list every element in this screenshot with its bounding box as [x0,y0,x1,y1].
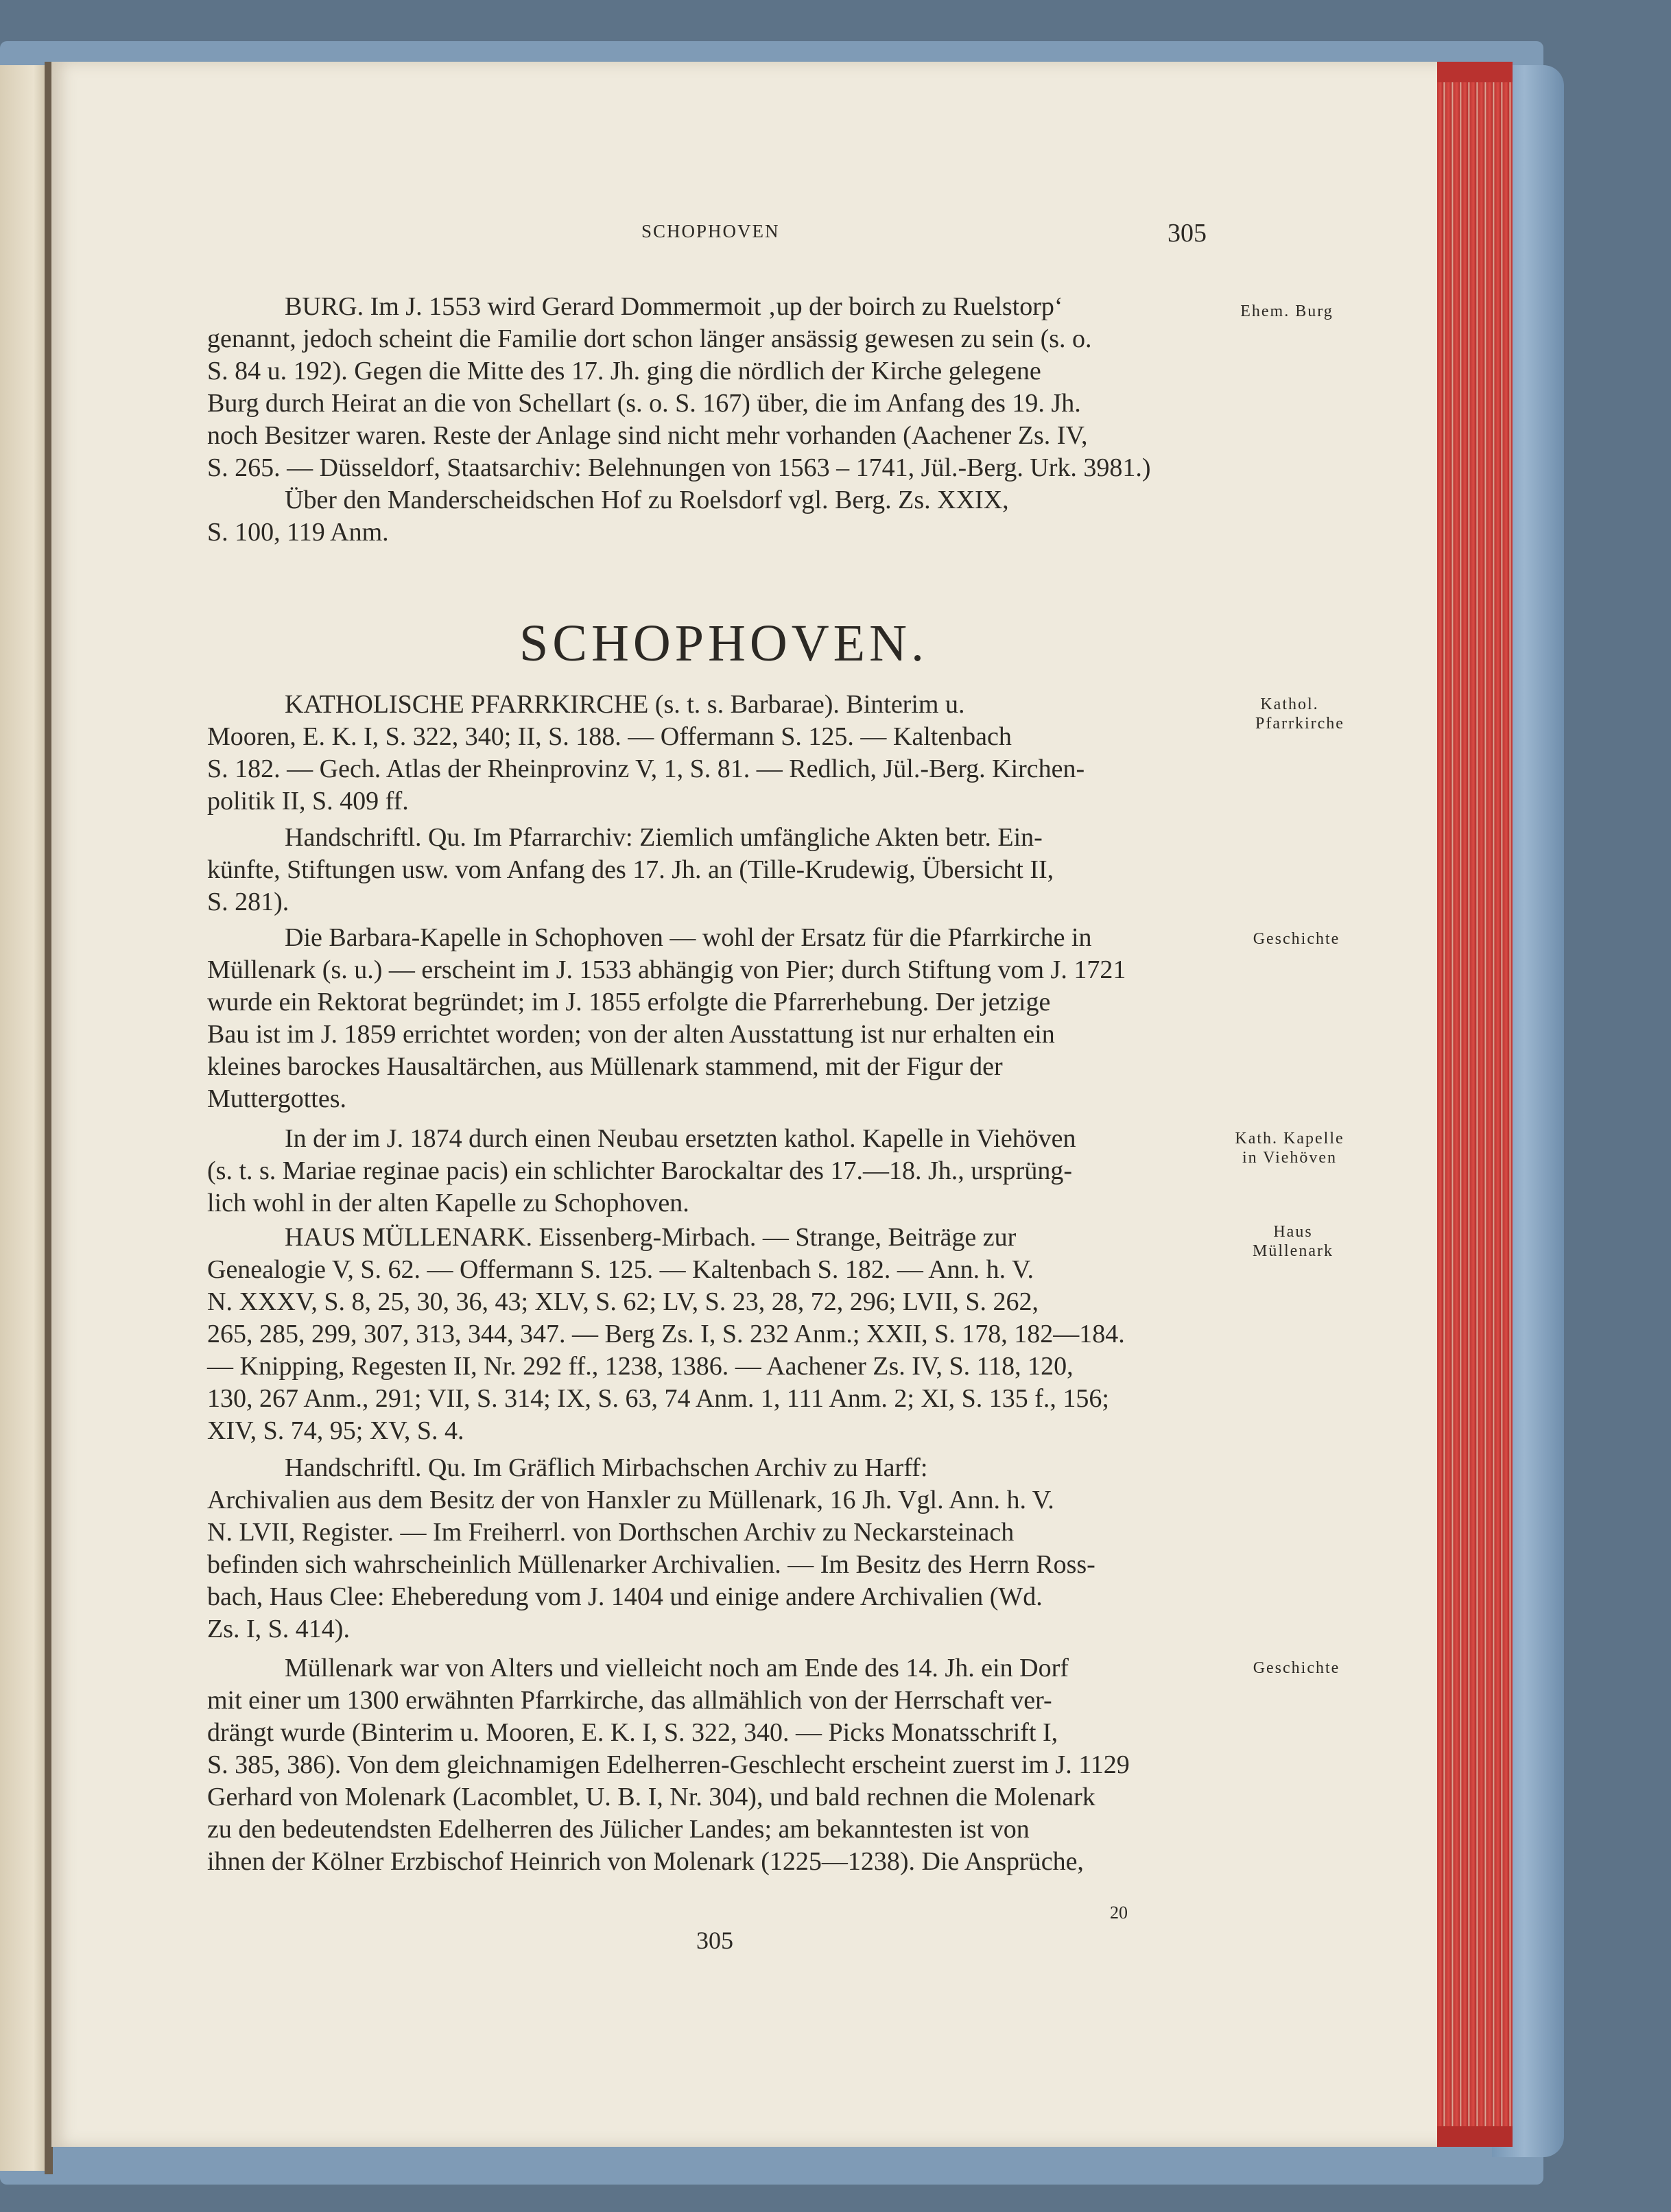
text-line: Burg durch Heirat an die von Schellart (s. o. S. 167) über, die im Anfang des 19. Jh. [207,389,1081,418]
text-line: drängt wurde (Binterim u. Mooren, E. K. I, S. 322, 340. — Picks Monatsschrift I, [207,1718,1058,1747]
text-line: Handschriftl. Qu. Im Gräflich Mirbachschen Archiv zu Harff: [285,1453,928,1482]
text-line: noch Besitzer waren. Reste der Anlage sind nicht mehr vorhanden (Aachener Zs. IV, [207,421,1088,450]
text-line: N. XXXV, S. 8, 25, 30, 36, 43; XLV, S. 62; LV, S. 23, 28, 72, 296; LVII, S. 262, [207,1287,1039,1316]
text-line: Müllenark war von Alters und vielleicht noch am Ende des 14. Jh. ein Dorf [285,1654,1069,1682]
section-title: SCHOPHOVEN. [519,615,928,672]
text-line: KATHOLISCHE PFARRKIRCHE (s. t. s. Barbarae). Binterim u. [285,690,965,719]
margin-note: Pfarrkirche [1255,715,1344,733]
text-line: Muttergottes. [207,1084,347,1113]
signature-mark: 20 [1110,1903,1128,1923]
margin-note: Kath. Kapelle [1235,1130,1344,1147]
page-edges-bottom [1437,2126,1513,2147]
margin-note: Kathol. [1260,695,1319,713]
text-line: S. 84 u. 192). Gegen die Mitte des 17. Jh. ging die nördlich der Kirche gelegene [207,357,1041,385]
text-line: künfte, Stiftungen usw. vom Anfang des 17. Jh. an (Tille-Krudewig, Übersicht II, [207,855,1054,884]
text-line: befinden sich wahrscheinlich Müllenarker Archivalien. — Im Besitz des Herrn Ross- [207,1550,1095,1579]
red-page-edges [1437,82,1513,2133]
text-line: N. LVII, Register. — Im Freiherrl. von Dorthschen Archiv zu Neckarsteinach [207,1518,1015,1547]
margin-note: in Viehöven [1242,1149,1338,1167]
text-line: zu den bedeutendsten Edelherren des Jülicher Landes; am bekanntesten ist von [207,1815,1030,1844]
margin-note: Ehem. Burg [1240,302,1334,320]
text-line: HAUS MÜLLENARK. Eissenberg-Mirbach. — Strange, Beiträge zur [285,1223,1017,1252]
text-line: wurde ein Rektorat begründet; im J. 1855 erfolgte die Pfarrerhebung. Der jetzige [207,988,1051,1016]
margin-note: Müllenark [1253,1242,1334,1260]
text-line: Handschriftl. Qu. Im Pfarrarchiv: Ziemlich umfängliche Akten betr. Ein- [285,823,1043,852]
text-line: mit einer um 1300 erwähnten Pfarrkirche, das allmählich von der Herrschaft ver- [207,1686,1052,1715]
text-line: S. 100, 119 Anm. [207,518,389,547]
margin-note: Haus [1273,1223,1313,1241]
text-line: politik II, S. 409 ff. [207,787,409,816]
footer-page-number: 305 [696,1927,733,1954]
text-line: lich wohl in der alten Kapelle zu Schophoven. [207,1189,689,1217]
text-line: Über den Manderscheidschen Hof zu Roelsdorf vgl. Berg. Zs. XXIX, [285,486,1009,514]
margin-note: Geschichte [1253,930,1340,948]
margin-note: Geschichte [1253,1659,1340,1677]
page-number: 305 [1168,219,1207,248]
text-line: S. 265. — Düsseldorf, Staatsarchiv: Belehnungen von 1563 – 1741, Jül.-Berg. Urk. 3981.) [207,453,1151,482]
text-line: 265, 285, 299, 307, 313, 344, 347. — Berg Zs. I, S. 232 Anm.; XXII, S. 178, 182—184. [207,1320,1125,1348]
running-head: SCHOPHOVEN [641,221,780,241]
text-line: 130, 267 Anm., 291; VII, S. 314; IX, S. 63, 74 Anm. 1, 111 Anm. 2; XI, S. 135 f., 156; [207,1384,1109,1413]
text-line: genannt, jedoch scheint die Familie dort schon länger ansässig gewesen zu sein (s. o. [207,324,1092,353]
text-line: Gerhard von Molenark (Lacomblet, U. B. I, Nr. 304), und bald rechnen die Molenark [207,1783,1095,1811]
text-line: S. 385, 386). Von dem gleichnamigen Edelherren-Geschlecht erscheint zuerst im J. 1129 [207,1750,1130,1779]
text-line: Die Barbara-Kapelle in Schophoven — wohl der Ersatz für die Pfarrkirche in [285,923,1092,952]
text-line: Bau ist im J. 1859 errichtet worden; von der alten Ausstattung ist nur erhalten ein [207,1020,1055,1049]
text-line: Mooren, E. K. I, S. 322, 340; II, S. 188. — Offermann S. 125. — Kaltenbach [207,722,1012,751]
text-line: Genealogie V, S. 62. — Offermann S. 125. — Kaltenbach S. 182. — Ann. h. V. [207,1255,1034,1284]
text-line: kleines barockes Hausaltärchen, aus Müllenark stammend, mit der Figur der [207,1052,1003,1081]
text-line: ihnen der Kölner Erzbischof Heinrich von Molenark (1225—1238). Die Ansprüche, [207,1847,1084,1876]
text-line: bach, Haus Clee: Eheberedung vom J. 1404 und einige andere Archivalien (Wd. [207,1582,1043,1611]
text-line: — Knipping, Regesten II, Nr. 292 ff., 1238, 1386. — Aachener Zs. IV, S. 118, 120, [207,1352,1074,1381]
text-line: Archivalien aus dem Besitz der von Hanxler zu Müllenark, 16 Jh. Vgl. Ann. h. V. [207,1486,1054,1514]
text-line: XIV, S. 74, 95; XV, S. 4. [207,1416,464,1445]
text-line: BURG. Im J. 1553 wird Gerard Dommermoit ‚up der boirch zu Ruelstorp‘ [285,292,1063,321]
text-line: (s. t. s. Mariae reginae pacis) ein schlichter Barockaltar des 17.—18. Jh., ursprüng- [207,1156,1072,1185]
text-line: S. 182. — Gech. Atlas der Rheinprovinz V, 1, S. 81. — Redlich, Jül.-Berg. Kirchen- [207,754,1085,783]
text-line: S. 281). [207,888,289,916]
text-line: Müllenark (s. u.) — erscheint im J. 1533 abhängig von Pier; durch Stiftung vom J. 1721 [207,955,1126,984]
text-line: In der im J. 1874 durch einen Neubau ersetzten kathol. Kapelle in Viehöven [285,1124,1076,1153]
text-line: Zs. I, S. 414). [207,1615,350,1643]
left-page-edge [0,65,48,2171]
